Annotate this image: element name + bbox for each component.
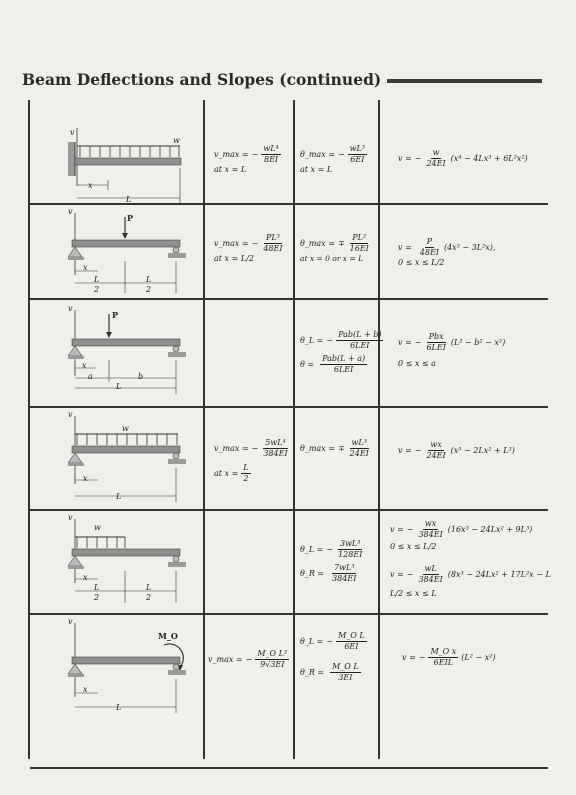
dimension-label-x: x bbox=[83, 474, 88, 483]
table-row bbox=[28, 406, 548, 509]
dimension-label-span: L bbox=[126, 195, 132, 204]
dimension-label-x: x bbox=[83, 263, 88, 272]
beam-diagram-offset-load bbox=[68, 310, 198, 396]
axis-label-v: v bbox=[68, 207, 73, 216]
axis-label-v: v bbox=[70, 128, 75, 137]
axis-label-v: v bbox=[68, 617, 73, 626]
bottom-rule bbox=[30, 767, 548, 769]
table-row bbox=[28, 509, 551, 613]
elastic-curve-formula: v = − $\frac{wx}{384EI}$ (16x³ − 24Lx² + 9L³) 0 ≤ x ≤ L/2 v = − $\frac{wL}{384EI}$ (8x³ − 24Lx² + 17L²x − L L/2 ≤ x ≤ L bbox=[390, 519, 551, 598]
dimension-label-two: 2 bbox=[94, 593, 100, 602]
dimension-label-span: L bbox=[116, 382, 122, 391]
axis-label-v: v bbox=[68, 304, 73, 313]
dimension-label-x: x bbox=[83, 685, 88, 694]
dimension-label-span: L bbox=[116, 492, 122, 501]
dimension-label-x: x bbox=[83, 573, 88, 582]
elastic-curve-formula: v = $\frac{P}{48EI}$ (4x³ − 3L²x), 0 ≤ x ≤ L/2 bbox=[398, 237, 496, 267]
beam-diagram-end-moment bbox=[68, 623, 198, 719]
max-deflection-formula: v_max = − $\frac{\text{M\_O L²}}{9√3EI}$ bbox=[208, 649, 288, 669]
dimension-label-b: b bbox=[138, 372, 144, 381]
dimension-label-two: 2 bbox=[94, 285, 100, 294]
slope-formula: θ_L = − $\frac{\text{M\_O L}}{6EI}$ θ_R = $\frac{\text{M\_O L}}{3EI}$ bbox=[300, 631, 365, 682]
dimension-label-a: a bbox=[88, 372, 93, 381]
beam-diagram-partial-uniform-load bbox=[68, 519, 198, 605]
dimension-label-x: x bbox=[82, 361, 87, 370]
heading-rule bbox=[387, 79, 542, 83]
dimension-label-span: L bbox=[116, 703, 122, 712]
axis-label-v: v bbox=[68, 513, 73, 522]
page-title: Beam Deflections and Slopes (continued) bbox=[22, 70, 382, 89]
load-label: w bbox=[94, 523, 101, 532]
dimension-label-x: x bbox=[88, 181, 93, 190]
slope-formula: θ_L = − $\frac{\text{Pab(L + b)}}{\text{6LEI}}$ θ = $\frac{\text{Pab(L + a)}}{\text{6LEI}}$ bbox=[300, 330, 382, 374]
load-label: P bbox=[112, 310, 119, 320]
table-row bbox=[28, 100, 548, 203]
slope-formula: θ_max = ∓ $\frac{\text{PL²}}{16EI}$ at x = 0 or x = L bbox=[300, 233, 369, 263]
max-deflection-formula: v_max = − $\frac{\text{5wL⁴}}{384EI}$ at x = $\frac{L}{2}$ bbox=[214, 438, 288, 483]
axis-label-v: v bbox=[68, 410, 73, 419]
elastic-curve-formula: v = − $\frac{\text{M\_O x}}{\text{6EIL}}$ (L² − x²) bbox=[402, 647, 496, 667]
beam-table bbox=[28, 100, 551, 765]
elastic-curve-formula: v = − $\frac{\text{Pbx}}{\text{6LEI}}$ (L² − b² − x²) 0 ≤ x ≤ a bbox=[398, 332, 506, 368]
beam-diagram-midpoint-load bbox=[68, 213, 198, 295]
section-heading bbox=[22, 70, 542, 89]
moment-label: M_O bbox=[158, 631, 178, 641]
table-row bbox=[28, 298, 548, 406]
table-row bbox=[28, 613, 548, 763]
load-label: w bbox=[122, 424, 129, 433]
load-label: w bbox=[173, 136, 180, 145]
slope-formula: θ_max = − $\frac{\text{wL³}}{6EI}$ at x = L bbox=[300, 144, 366, 174]
slope-formula: θ_L = − $\frac{\text{3wL³}}{128EI}$ θ_R = $\frac{\text{7wL³}}{384EI}$ bbox=[300, 539, 363, 583]
slope-formula: θ_max = ∓ $\frac{\text{wL³}}{24EI}$ bbox=[300, 438, 369, 458]
load-label: P bbox=[127, 213, 134, 223]
table-row bbox=[28, 203, 548, 298]
dimension-label-half: L bbox=[146, 275, 152, 284]
elastic-curve-formula: v = − $\frac{wx}{24EI}$ (x³ − 2Lx² + L³) bbox=[398, 440, 515, 460]
elastic-curve-formula: v = − $\frac{w}{24EI}$ (x⁴ − 4Lx³ + 6L²x²) bbox=[398, 148, 528, 168]
max-deflection-formula: v_max = − $\frac{\text{wL⁴}}{8EI}$ at x = L bbox=[214, 144, 279, 174]
dimension-label-two: 2 bbox=[146, 593, 152, 602]
max-deflection-formula: v_max = − $\frac{\text{PL³}}{48EI}$ at x = L/2 bbox=[214, 233, 283, 263]
beam-diagram-uniform-load bbox=[68, 416, 198, 502]
dimension-label-two: 2 bbox=[146, 285, 152, 294]
dimension-label-half: L bbox=[94, 275, 100, 284]
dimension-label-half: L bbox=[94, 583, 100, 592]
dimension-label-half: L bbox=[146, 583, 152, 592]
